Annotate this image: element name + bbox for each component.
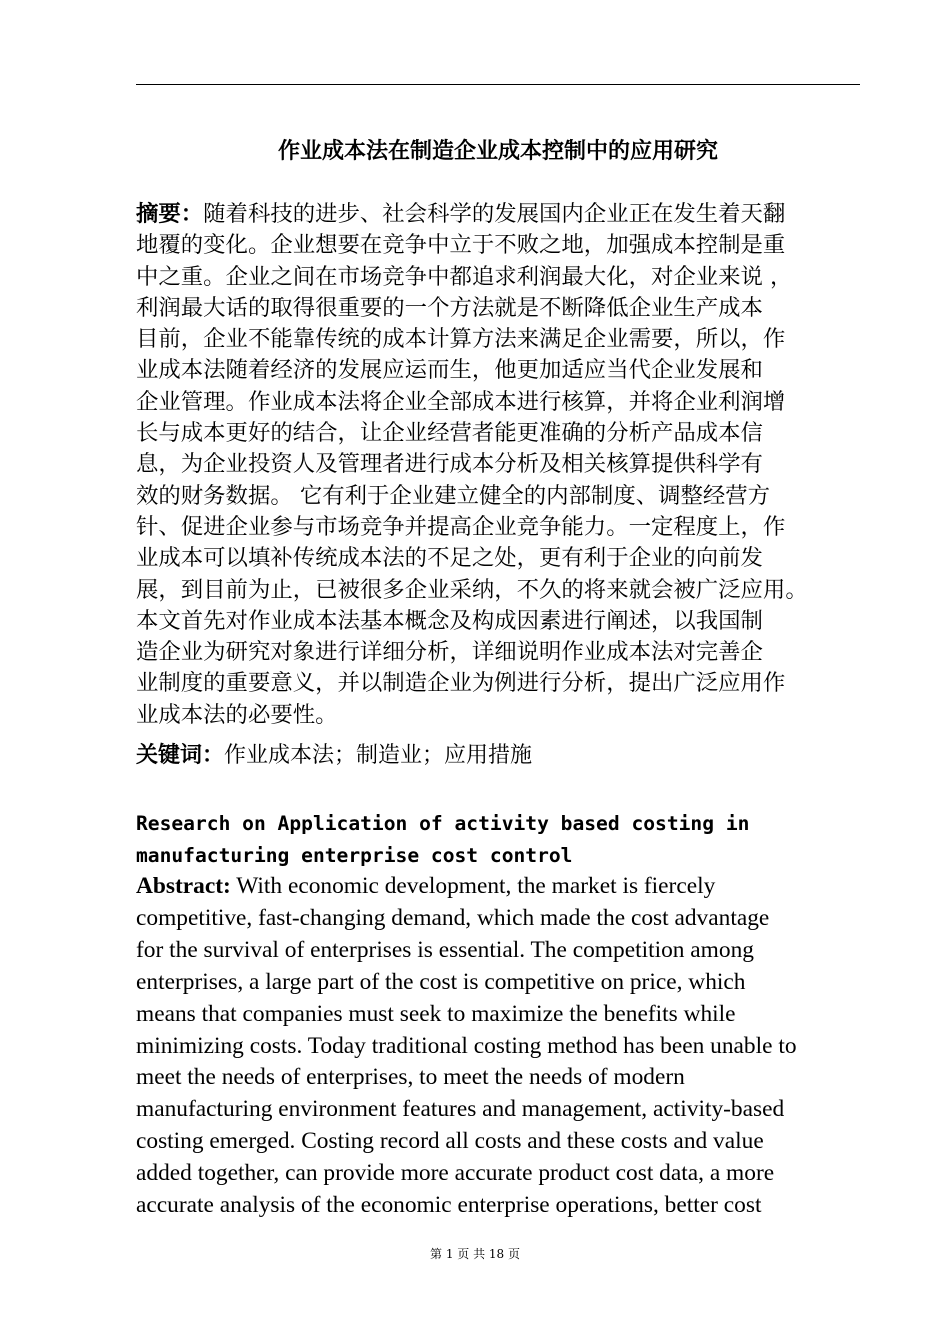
english-title — [136, 808, 860, 872]
chinese-abstract-line: 针、促进企业参与市场竞争并提高企业竞争能力。一定程度上，作 — [136, 513, 786, 540]
chinese-abstract-line: 业成本法随着经济的发展应运而生，他更加适应当代企业发展和 — [136, 357, 763, 384]
english-abstract-line: means that companies must seek to maximize the benefits while — [136, 1000, 736, 1027]
chinese-keywords — [136, 740, 860, 772]
english-abstract-text: With economic development, the market is fiercely — [230, 873, 716, 899]
chinese-abstract-line — [136, 199, 860, 230]
chinese-abstract-line: 企业管理。作业成本法将企业全部成本进行核算，并将企业利润增 — [136, 388, 786, 415]
chinese-abstract-line: 利润最大话的取得很重要的一个方法就是不断降低企业生产成本 — [136, 294, 763, 321]
header-rule — [136, 84, 860, 85]
chinese-abstract-line: 业成本可以填补传统成本法的不足之处，更有利于企业的向前发 — [136, 545, 763, 572]
english-title-line: manufacturing enterprise cost control — [136, 844, 573, 867]
english-abstract — [136, 871, 860, 1222]
chinese-abstract-line: 中之重。企业之间在市场竞争中都追求利润最大化，对企业来说 ， — [136, 263, 793, 290]
page-footer: 第 1 页 共 18 页 — [430, 1247, 520, 1261]
english-abstract-line: added together, can provide more accurate product cost data, a more — [136, 1160, 775, 1187]
chinese-abstract-label: 摘要： — [136, 201, 204, 227]
chinese-abstract-text: 随着科技的进步、社会科学的发展国内企业正在发生着天翻 — [203, 201, 786, 227]
english-abstract-line: enterprises, a large part of the cost is competitive on price, which — [136, 968, 746, 995]
chinese-abstract-line: 业成本法的必要性。 — [136, 701, 338, 728]
english-abstract-line: meet the needs of enterprises, to meet the needs of modern — [136, 1064, 685, 1091]
chinese-abstract-line: 展，到目前为止，已被很多企业采纳，不久的将来就会被广泛应用。 — [136, 576, 808, 603]
chinese-keywords-value: 作业成本法；制造业；应用措施 — [224, 743, 533, 768]
chinese-abstract-line: 效的财务数据。 它有利于企业建立健全的内部制度、调整经营方 — [136, 482, 771, 509]
chinese-title: 作业成本法在制造企业成本控制中的应用研究 — [277, 139, 718, 164]
chinese-abstract-line: 业制度的重要意义，并以制造企业为例进行分析，提出广泛应用作 — [136, 670, 786, 697]
english-title-line: Research on Application of activity based costing in — [136, 812, 750, 835]
chinese-keywords-label: 关键词： — [136, 743, 225, 768]
english-abstract-line: minimizing costs. Today traditional costing method has been unable to — [136, 1032, 797, 1059]
chinese-abstract-line: 目前，企业不能靠传统的成本计算方法来满足企业需要，所以，作 — [136, 326, 786, 353]
english-abstract-line: competitive, fast-changing demand, which made the cost advantage — [136, 904, 770, 931]
chinese-abstract-line: 本文首先对作业成本法基本概念及构成因素进行阐述，以我国制 — [136, 607, 763, 634]
chinese-abstract-line: 息，为企业投资人及管理者进行成本分析及相关核算提供科学有 — [136, 451, 763, 478]
english-abstract-line: for the survival of enterprises is essential. The competition among — [136, 936, 754, 963]
english-abstract-label: Abstract: — [136, 873, 231, 899]
english-abstract-line — [136, 871, 860, 903]
english-abstract-line: costing emerged. Costing record all costs and these costs and value — [136, 1128, 764, 1155]
chinese-abstract — [136, 199, 860, 731]
english-abstract-line: accurate analysis of the economic enterprise operations, better cost — [136, 1192, 762, 1219]
chinese-abstract-line: 造企业为研究对象进行详细分析，详细说明作业成本法对完善企 — [136, 639, 763, 666]
chinese-abstract-line: 地覆的变化。企业想要在竞争中立于不败之地，加强成本控制是重 — [136, 232, 786, 259]
chinese-abstract-line: 长与成本更好的结合，让企业经营者能更准确的分析产品成本信 — [136, 420, 763, 447]
english-abstract-line: manufacturing environment features and management, activity-based — [136, 1096, 785, 1123]
